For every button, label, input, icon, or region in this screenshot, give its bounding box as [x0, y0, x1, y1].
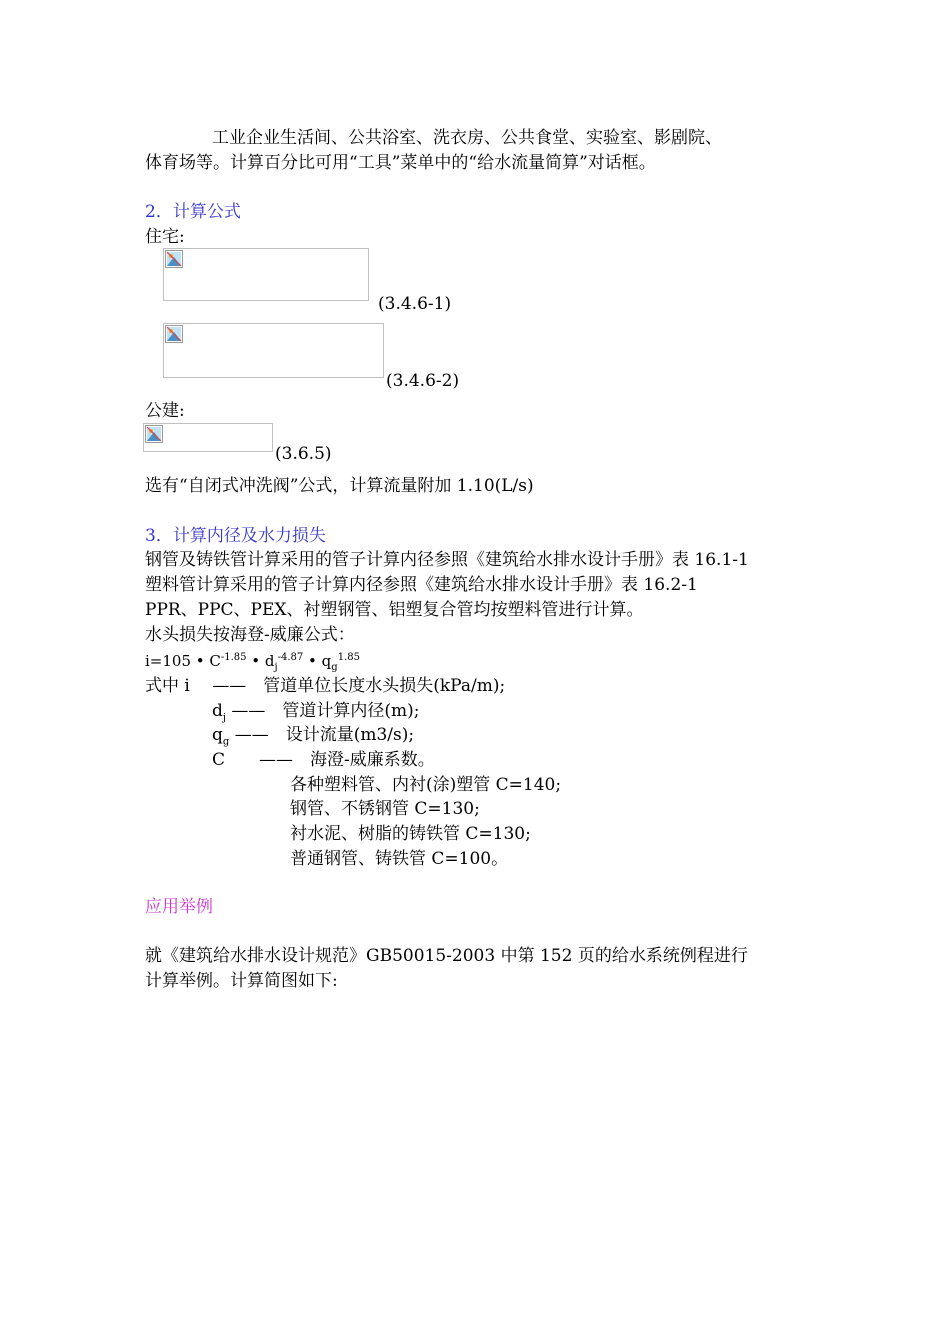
intro-line-2: 体育场等。计算百分比可用“工具”菜单中的“给水流量简算”对话框。 — [145, 153, 656, 173]
plastic-pipe-line: 塑料管计算采用的管子计算内径参照《建筑给水排水设计手册》表 16.2-1 — [145, 575, 698, 595]
intro-line-1: 工业企业生活间、公共浴室、洗衣房、公共食堂、实验室、影剧院、 — [212, 128, 722, 148]
example-line-2: 计算举例。计算简图如下: — [145, 971, 338, 991]
formula-prefix: i=105 • C — [145, 652, 221, 670]
dj-description: —— 管道计算内径(m); — [226, 701, 420, 721]
steel-pipe-line: 钢管及铸铁管计算采用的管子计算内径参照《建筑给水排水设计手册》表 16.1-1 — [145, 550, 749, 570]
where-i: 式中 i —— 管道单位长度水头损失(kPa/m); — [145, 676, 506, 696]
formula-image-2 — [163, 323, 384, 378]
formula-d-subscript: j — [274, 662, 278, 673]
formula-c-exponent: -1.85 — [220, 652, 247, 663]
flush-valve-note: 选有“自闭式冲洗阀”公式，计算流量附加 1.10(L/s) — [145, 476, 534, 496]
qg-description: —— 设计流量(m3/s); — [229, 725, 415, 745]
pipe-types-line: PPR、PPC、PEX、衬塑钢管、铝塑复合管均按塑料管进行计算。 — [145, 600, 644, 620]
formula-d: • d — [246, 652, 275, 670]
c-value-item: 各种塑料管、内衬(涂)塑管 C=140; — [290, 775, 562, 795]
example-line-1: 就《建筑给水排水设计规范》GB50015-2003 中第 152 页的给水系统例程进行 — [145, 946, 748, 966]
example-heading: 应用举例 — [145, 897, 213, 917]
formula-image-1 — [163, 248, 369, 301]
formula-q: • q — [303, 652, 332, 670]
formula-image-3 — [143, 423, 273, 452]
broken-image-icon — [165, 250, 183, 268]
residential-label: 住宅: — [145, 227, 185, 247]
equation-number-3: (3.6.5) — [275, 444, 332, 464]
where-qg — [212, 724, 414, 746]
dj-symbol: d — [212, 701, 223, 721]
c-value-item: 衬水泥、树脂的铸铁管 C=130; — [290, 824, 531, 844]
where-dj — [212, 700, 420, 722]
hazen-williams-formula — [145, 650, 360, 672]
formula-q-exponent: 1.85 — [337, 652, 360, 663]
formula-d-exponent: -4.87 — [277, 652, 304, 663]
head-loss-intro: 水头损失按海登-威廉公式： — [145, 625, 355, 645]
equation-number-1: (3.4.6-1) — [378, 294, 452, 314]
c-value-item: 普通钢管、铸铁管 C=100。 — [290, 849, 509, 869]
section-heading-diameter-loss: 3．计算内径及水力损失 — [145, 526, 326, 546]
qg-symbol: q — [212, 725, 223, 745]
formula-q-subscript: g — [331, 662, 338, 673]
dj-subscript: j — [222, 712, 226, 724]
broken-image-icon — [145, 425, 163, 443]
section-heading-formulas: 2．计算公式 — [145, 202, 241, 222]
c-value-item: 钢管、不锈钢管 C=130; — [290, 799, 480, 819]
broken-image-icon — [165, 325, 183, 343]
where-c: C —— 海澄-威廉系数。 — [212, 750, 435, 770]
qg-subscript: g — [222, 736, 230, 748]
equation-number-2: (3.4.6-2) — [386, 371, 460, 391]
public-label: 公建: — [145, 401, 185, 421]
